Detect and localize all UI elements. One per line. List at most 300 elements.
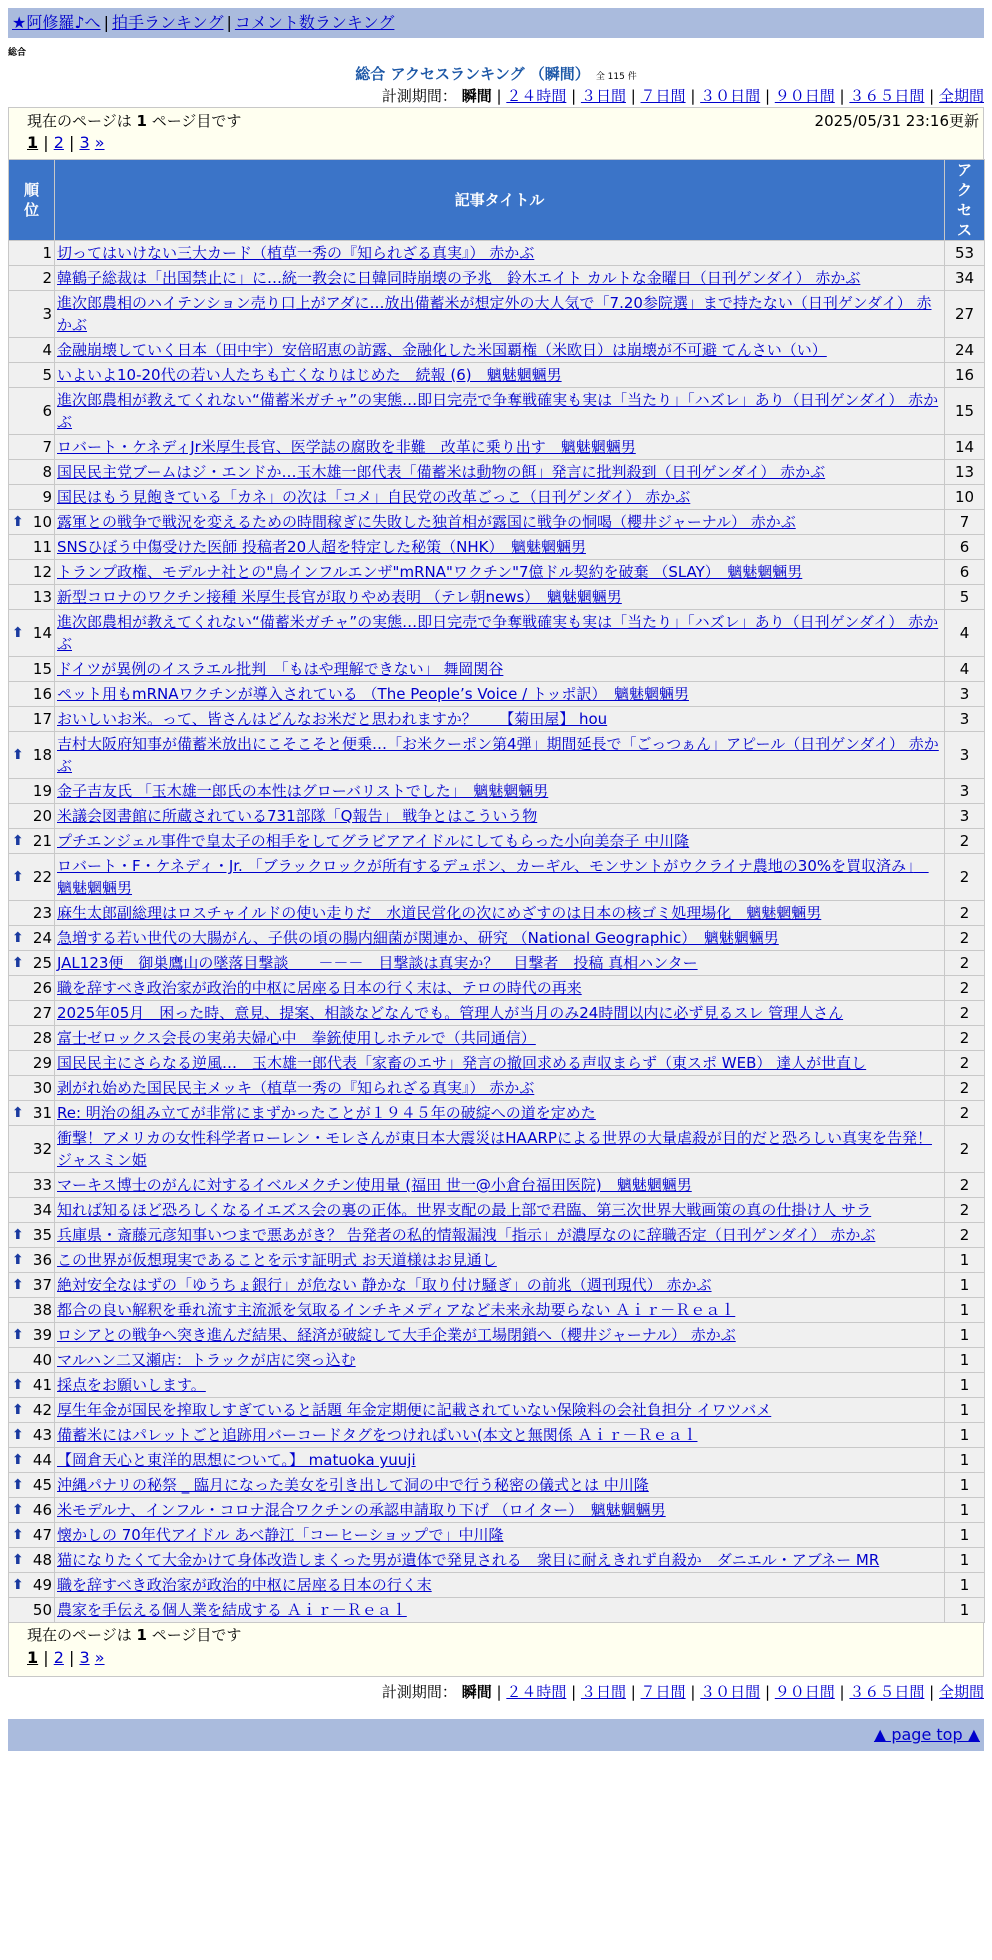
article-link[interactable]: 米議会図書館に所蔵されている731部隊「Q報告」 戦争とはこういう物 — [57, 807, 538, 825]
table-row — [9, 510, 985, 535]
access-count: 1 — [945, 1548, 985, 1573]
ranking-body — [9, 241, 985, 1623]
title-cell — [55, 1423, 945, 1448]
total-count: 全 115 件 — [595, 72, 637, 82]
up-arrow-icon: ⬆ — [12, 1427, 24, 1443]
access-count: 15 — [945, 388, 985, 435]
table-row — [9, 1398, 985, 1423]
up-arrow-icon: ⬆ — [12, 1452, 24, 1468]
article-link[interactable]: 金子吉友氏 「玉木雄一郎氏の本性はグローバリストでした」 魑魅魍魎男 — [57, 782, 549, 800]
title-cell — [55, 510, 945, 535]
access-count: 3 — [945, 732, 985, 779]
rank-number: 3 — [42, 305, 52, 323]
up-arrow-icon: ⬆ — [12, 1327, 24, 1343]
page-current: 1 — [27, 1648, 39, 1667]
up-arrow-icon: ⬆ — [12, 514, 24, 530]
title-cell — [55, 291, 945, 338]
table-row — [9, 1001, 985, 1026]
table-row — [9, 266, 985, 291]
current-page-text — [27, 1623, 973, 1647]
current-page-suffix: ページ目です — [151, 112, 242, 130]
period-link-3[interactable]: ３０日間 — [700, 1683, 761, 1701]
table-row — [9, 1498, 985, 1523]
access-count: 2 — [945, 926, 985, 951]
rank-cell — [9, 610, 55, 657]
article-link[interactable]: 猫になりたくて大金かけて身体改造しまくった男が遺体で発見される 衆目に耐えきれず自殺か ダニエル・アブネー MR — [57, 1551, 880, 1569]
up-arrow-icon: ⬆ — [12, 1105, 24, 1121]
rank-number: 33 — [32, 1176, 52, 1194]
rank-cell — [9, 1348, 55, 1373]
access-count: 1 — [945, 1398, 985, 1423]
rank-number: 24 — [32, 929, 52, 947]
table-row — [9, 1126, 985, 1173]
table-row — [9, 291, 985, 338]
table-header-row — [9, 160, 985, 241]
table-row — [9, 485, 985, 510]
title-cell — [55, 829, 945, 854]
access-count: 53 — [945, 241, 985, 266]
table-row — [9, 1348, 985, 1373]
rank-number: 7 — [42, 438, 52, 456]
access-count: 2 — [945, 829, 985, 854]
title-cell — [55, 732, 945, 779]
rank-cell — [9, 951, 55, 976]
table-row — [9, 829, 985, 854]
title-cell — [55, 854, 945, 901]
up-arrow-icon: ⬆ — [12, 1252, 24, 1268]
rank-number: 50 — [32, 1601, 52, 1619]
rank-number: 39 — [32, 1326, 52, 1344]
rank-cell — [9, 338, 55, 363]
period-link-2[interactable]: ７日間 — [640, 87, 686, 105]
page-top-link[interactable]: ▲ page top ▲ — [873, 1725, 980, 1744]
table-row — [9, 1298, 985, 1323]
period-current: 瞬間 — [461, 87, 492, 105]
period-link-1[interactable]: ３日間 — [580, 1683, 626, 1701]
title-cell — [55, 1398, 945, 1423]
period-current: 瞬間 — [461, 1683, 492, 1701]
access-count: 2 — [945, 1126, 985, 1173]
title-cell — [55, 560, 945, 585]
rank-number: 32 — [32, 1140, 52, 1158]
rank-number: 41 — [32, 1376, 52, 1394]
rank-cell — [9, 1248, 55, 1273]
table-row — [9, 901, 985, 926]
table-row — [9, 1523, 985, 1548]
title-cell — [55, 901, 945, 926]
rank-number: 17 — [32, 710, 52, 728]
title-cell — [55, 926, 945, 951]
access-count: 3 — [945, 682, 985, 707]
period-link-6[interactable]: 全期間 — [938, 87, 984, 105]
period-link-1[interactable]: ３日間 — [580, 87, 626, 105]
period-link-5[interactable]: ３６５日間 — [849, 1683, 925, 1701]
up-arrow-icon: ⬆ — [12, 625, 24, 641]
rank-cell — [9, 1198, 55, 1223]
article-link[interactable]: 都合の良い解釈を垂れ流す主流派を気取るインチキメディアなど未来永劫要らない Ａｉｒ－Ｒｅａｌ — [57, 1301, 736, 1319]
article-link[interactable]: 国民はもう見飽きている「カネ」の次は「コメ」自民党の改革ごっこ（日刊ゲンダイ） 赤かぶ — [57, 488, 691, 506]
period-link-2[interactable]: ７日間 — [640, 1683, 686, 1701]
rank-number: 48 — [32, 1551, 52, 1569]
access-count: 1 — [945, 1373, 985, 1398]
article-link[interactable]: この世界が仮想現実であることを示す証明式 お天道様はお見通し — [57, 1251, 497, 1269]
article-link[interactable]: ロバート・F・ケネディ・Jr. 「ブラックロックが所有するデュポン、カーギル、モンサントがウクライナ農地の30%を買収済み」 魑魅魍魎男 — [57, 857, 929, 897]
access-count: 2 — [945, 901, 985, 926]
rank-cell — [9, 510, 55, 535]
access-count: 1 — [945, 1273, 985, 1298]
article-link[interactable]: マーキス博士のがんに対するイベルメクチン使用量 (福田 世一@小倉台福田医院) 魑魅魍魎男 — [57, 1176, 692, 1194]
table-row — [9, 707, 985, 732]
title-cell — [55, 241, 945, 266]
rank-cell — [9, 1101, 55, 1126]
rank-number: 4 — [42, 341, 52, 359]
article-link[interactable]: 進次郎農相が教えてくれない“備蓄米ガチャ”の実態…即日完売で争奪戦確実も実は「当たり」「ハズレ」あり（日刊ゲンダイ） 赤かぶ — [57, 613, 939, 653]
article-link[interactable]: 切ってはいけない三大カード（植草一秀の『知られざる真実』） 赤かぶ — [57, 244, 535, 262]
access-count: 13 — [945, 460, 985, 485]
access-count: 2 — [945, 854, 985, 901]
rank-cell — [9, 388, 55, 435]
rank-cell — [9, 460, 55, 485]
rank-number: 1 — [42, 244, 52, 262]
title-cell — [55, 976, 945, 1001]
title-cell — [55, 1573, 945, 1598]
up-arrow-icon: ⬆ — [12, 1577, 24, 1593]
article-link[interactable]: 懐かしの 70年代アイドル あべ静江「コーヒーショップで」中川隆 — [57, 1526, 504, 1544]
article-link[interactable]: 露軍との戦争で戦況を変えるための時間稼ぎに失敗した独首相が露国に戦争の恫喝（櫻井ジャーナル） 赤かぶ — [57, 513, 796, 531]
table-row — [9, 779, 985, 804]
title-cell — [55, 1248, 945, 1273]
table-row — [9, 435, 985, 460]
article-link[interactable]: 富士ゼロックス会長の実弟夫婦心中 拳銃使用しホテルで（共同通信） — [57, 1029, 536, 1047]
rank-number: 19 — [32, 782, 52, 800]
article-link[interactable]: 2025年05月 困った時、意見、提案、相談などなんでも。管理人が当月のみ24時間以内に必ず見るスレ 管理人さん — [57, 1004, 844, 1022]
title-cell — [55, 460, 945, 485]
period-link-0[interactable]: ２４時間 — [506, 87, 567, 105]
access-count: 3 — [945, 707, 985, 732]
period-link-4[interactable]: ９０日間 — [774, 87, 835, 105]
table-row — [9, 1548, 985, 1573]
rank-number: 12 — [32, 563, 52, 581]
article-link[interactable]: 吉村大阪府知事が備蓄米放出にこそこそと便乗…「お米クーポン第4弾」期間延長で「ごっつぁん」アピール（日刊ゲンダイ） 赤かぶ — [57, 735, 939, 775]
title-cell — [55, 1126, 945, 1173]
access-count: 1 — [945, 1598, 985, 1623]
title-cell — [55, 804, 945, 829]
page-link-3[interactable]: 3 — [79, 1648, 90, 1667]
period-separator: | — [760, 87, 775, 105]
article-link[interactable]: 沖縄パナリの秘祭 _ 臨月になった美女を引き出して洞の中で行う秘密の儀式とは 中川隆 — [57, 1476, 649, 1494]
table-row — [9, 1473, 985, 1498]
title-cell — [55, 1323, 945, 1348]
article-link[interactable]: 新型コロナのワクチン接種 米厚生長官が取りやめ表明 （テレ朝news） 魑魅魍魎男 — [57, 588, 622, 606]
rank-number: 47 — [32, 1526, 52, 1544]
rank-number: 15 — [32, 660, 52, 678]
access-count: 14 — [945, 435, 985, 460]
table-row — [9, 363, 985, 388]
rank-cell — [9, 1448, 55, 1473]
rank-cell — [9, 657, 55, 682]
header-title: 記事タイトル — [55, 160, 945, 241]
current-page-number: 1 — [136, 112, 147, 130]
table-row — [9, 1101, 985, 1126]
article-link[interactable]: Re: 明治の組み立てが非常にまずかったことが１９４５年の破綻への道を定めた — [57, 1104, 596, 1122]
article-link[interactable]: 進次郎農相のハイテンション売り口上がアダに…放出備蓄米が想定外の大人気で「7.20参院選」まで持たない（日刊ゲンダイ） 赤かぶ — [57, 294, 932, 334]
up-arrow-icon: ⬆ — [12, 1402, 24, 1418]
nav-link-applause-ranking[interactable]: 拍手ランキング — [111, 13, 224, 32]
title-cell — [55, 1273, 945, 1298]
access-count: 2 — [945, 951, 985, 976]
ranking-heading — [8, 63, 984, 85]
title-cell — [55, 266, 945, 291]
access-count: 2 — [945, 1076, 985, 1101]
article-link[interactable]: 農家を手伝える個人業を結成する Ａｉｒ－Ｒｅａｌ — [57, 1601, 407, 1619]
rank-number: 36 — [32, 1251, 52, 1269]
page-link-2[interactable]: 2 — [53, 133, 64, 152]
article-link[interactable]: 厚生年金が国民を搾取しすぎていると話題 年金定期便に記載されていない保険料の会社負担分 イワツバメ — [57, 1401, 772, 1419]
category-label: 総合 — [8, 48, 27, 58]
rank-cell — [9, 829, 55, 854]
article-link[interactable]: ロシアとの戦争へ突き進んだ結果、経済が破綻して大手企業が工場閉鎖へ（櫻井ジャーナル） 赤かぶ — [57, 1326, 736, 1344]
article-link[interactable]: ロバート・ケネディJr米厚生長官、医学誌の腐敗を非難 改革に乗り出す 魑魅魍魎男 — [57, 438, 636, 456]
rank-cell — [9, 1001, 55, 1026]
article-link[interactable]: 兵庫県・斎藤元彦知事いつまで悪あがき？ 告発者の私的情報漏洩「指示」が濃厚なのに辞職否定（日刊ゲンダイ） 赤かぶ — [57, 1226, 876, 1244]
rank-cell — [9, 1573, 55, 1598]
period-separator: | — [924, 87, 939, 105]
rank-cell — [9, 682, 55, 707]
table-row — [9, 1323, 985, 1348]
rank-number: 8 — [42, 463, 52, 481]
article-link[interactable]: 絶対安全なはずの「ゆうちょ銀行」が危ない 静かな「取り付け騒ぎ」の前兆（週刊現代） 赤かぶ — [57, 1276, 712, 1294]
rank-number: 11 — [32, 538, 52, 556]
up-arrow-icon: ⬆ — [12, 747, 24, 763]
table-row — [9, 1026, 985, 1051]
rank-cell — [9, 1051, 55, 1076]
table-row — [9, 926, 985, 951]
page-title: 総合 アクセスランキング （瞬間） — [355, 65, 590, 83]
table-row — [9, 1373, 985, 1398]
access-count: 6 — [945, 560, 985, 585]
access-count: 2 — [945, 976, 985, 1001]
period-separator: | — [924, 1683, 939, 1701]
period-label: 計測期間： — [381, 87, 457, 105]
rank-number: 35 — [32, 1226, 52, 1244]
article-link[interactable]: 米モデルナ、インフル・コロナ混合ワクチンの承認申請取り下げ （ロイター） 魑魅魍魎男 — [57, 1501, 666, 1519]
access-count: 1 — [945, 1573, 985, 1598]
period-label: 計測期間： — [381, 1683, 457, 1701]
updated-timestamp: 2025/05/31 23:16更新 — [814, 112, 979, 130]
article-link[interactable]: おいしいお米。って、皆さんはどんなお米だと思われますか？ 【菊田屋】 hou — [57, 710, 608, 728]
table-row — [9, 1076, 985, 1101]
article-link[interactable]: トランプ政権、モデルナ社との"鳥インフルエンザ"mRNA"ワクチン"7億ドル契約を破棄 （SLAY） 魑魅魍魎男 — [57, 563, 803, 581]
rank-number: 21 — [32, 832, 52, 850]
rank-cell — [9, 854, 55, 901]
access-count: 10 — [945, 485, 985, 510]
table-row — [9, 460, 985, 485]
up-arrow-icon: ⬆ — [12, 869, 24, 885]
rank-number: 26 — [32, 979, 52, 997]
rank-number: 34 — [32, 1201, 52, 1219]
page-link-2[interactable]: 2 — [53, 1648, 64, 1667]
rank-number: 46 — [32, 1501, 52, 1519]
rank-cell — [9, 707, 55, 732]
access-count: 2 — [945, 1173, 985, 1198]
rank-number: 43 — [32, 1426, 52, 1444]
article-link[interactable]: 急増する若い世代の大腸がん、子供の頃の腸内細菌が関連か、研究 （National Geographic） 魑魅魍魎男 — [57, 929, 779, 947]
rank-cell — [9, 1423, 55, 1448]
up-arrow-icon: ⬆ — [12, 930, 24, 946]
rank-number: 14 — [32, 624, 52, 642]
current-page-suffix: ページ目です — [151, 1626, 242, 1644]
rank-number: 22 — [32, 868, 52, 886]
article-link[interactable]: 韓鶴子総裁は「出国禁止に」に…統一教会に日韓同時崩壊の予兆 鈴木エイト カルトな金曜日（日刊ゲンダイ） 赤かぶ — [57, 269, 861, 287]
up-arrow-icon: ⬆ — [12, 833, 24, 849]
table-row — [9, 1423, 985, 1448]
rank-cell — [9, 779, 55, 804]
table-row — [9, 610, 985, 657]
period-separator: | — [685, 87, 701, 105]
up-arrow-icon: ⬆ — [12, 1377, 24, 1393]
rank-number: 31 — [32, 1104, 52, 1122]
rank-cell — [9, 560, 55, 585]
article-link[interactable]: SNSひぼう中傷受けた医師 投稿者20人超を特定した秘策（NHK） 魑魅魍魎男 — [57, 538, 586, 556]
period-separator: | — [496, 87, 507, 105]
title-cell — [55, 1523, 945, 1548]
rank-cell — [9, 804, 55, 829]
rank-cell — [9, 291, 55, 338]
access-count: 2 — [945, 1001, 985, 1026]
current-page-number: 1 — [136, 1626, 147, 1644]
table-row — [9, 1573, 985, 1598]
access-count: 34 — [945, 266, 985, 291]
access-count: 3 — [945, 804, 985, 829]
rank-cell — [9, 732, 55, 779]
rank-number: 13 — [32, 588, 52, 606]
period-separator: | — [760, 1683, 775, 1701]
rank-cell — [9, 1273, 55, 1298]
up-arrow-icon: ⬆ — [12, 1552, 24, 1568]
article-link[interactable]: 進次郎農相が教えてくれない“備蓄米ガチャ”の実態…即日完売で争奪戦確実も実は「当たり」「ハズレ」あり（日刊ゲンダイ） 赤かぶ — [57, 391, 939, 431]
article-link[interactable]: 職を辞すべき政治家が政治的中枢に居座る日本の行く末 — [57, 1576, 432, 1594]
title-cell — [55, 1076, 945, 1101]
rank-number: 30 — [32, 1079, 52, 1097]
article-link[interactable]: 衝撃！アメリカの女性科学者ローレン・モレさんが東日本大震災はHAARPによる世界の大量虐殺が目的だと恐ろしい真実を告発！ ジャスミン姫 — [57, 1129, 932, 1169]
access-count: 24 — [945, 338, 985, 363]
nav-link-home[interactable]: ★阿修羅♪へ — [12, 13, 101, 32]
period-link-6[interactable]: 全期間 — [938, 1683, 984, 1701]
table-row — [9, 951, 985, 976]
title-cell — [55, 1373, 945, 1398]
table-row — [9, 804, 985, 829]
article-link[interactable]: ペット用もmRNAワクチンが導入されている （The People’s Voice / トッポ訳） 魑魅魍魎男 — [57, 685, 689, 703]
title-cell — [55, 1548, 945, 1573]
rank-cell — [9, 435, 55, 460]
table-row — [9, 657, 985, 682]
rank-number: 16 — [32, 685, 52, 703]
table-row — [9, 1223, 985, 1248]
title-cell — [55, 1001, 945, 1026]
rank-cell — [9, 976, 55, 1001]
period-separator: | — [496, 1683, 507, 1701]
header-rank: 順位 — [9, 160, 55, 241]
article-link[interactable]: マルハン二又瀬店：トラックが店に突っ込む — [57, 1351, 356, 1369]
article-link[interactable]: 国民民主にさらなる逆風… 玉木雄一郎代表「家畜のエサ」発言の撤回求める声収まらず（東スポ WEB） 達人が世直し — [57, 1054, 867, 1072]
article-link[interactable]: 麻生太郎副総理はロスチャイルドの使い走りだ 水道民営化の次にめざすのは日本の核ゴミ処理場化 魑魅魍魎男 — [57, 904, 822, 922]
article-link[interactable]: プチエンジェル事件で皇太子の相手をしてグラビアアイドルにしてもらった小向美奈子 中川隆 — [57, 832, 690, 850]
period-link-5[interactable]: ３６５日間 — [849, 87, 925, 105]
article-link[interactable]: 採点をお願いします。 — [57, 1376, 206, 1394]
nav-link-comment-ranking[interactable]: コメント数ランキング — [234, 13, 395, 32]
table-row — [9, 388, 985, 435]
article-link[interactable]: ドイツが異例のイスラエル批判 「もはや理解できない」 舞岡関谷 — [57, 660, 504, 678]
rank-number: 28 — [32, 1029, 52, 1047]
access-count: 1 — [945, 1323, 985, 1348]
article-link[interactable]: 金融崩壊していく日本（田中宇）安倍昭恵の訪露、金融化した米国覇権（米欧日）は崩壊が不可避 てんさい（い） — [57, 341, 827, 359]
pager-top — [8, 107, 984, 159]
period-link-3[interactable]: ３０日間 — [700, 87, 761, 105]
table-row — [9, 682, 985, 707]
access-count: 2 — [945, 1198, 985, 1223]
article-link[interactable]: JAL123便 御巣鷹山の墜落目撃談 －－－ 目撃談は真実か？ 目撃者 投稿 真相ハンター — [57, 954, 698, 972]
nav-separator: | — [103, 13, 109, 32]
pager-bottom — [8, 1623, 984, 1677]
title-cell — [55, 1198, 945, 1223]
bottom-bar — [8, 1719, 984, 1751]
access-count: 5 — [945, 585, 985, 610]
article-link[interactable]: 備蓄米にはパレットごと追跡用バーコードタグをつければいい(本文と無関係 Ａｉｒ－Ｒｅａｌ — [57, 1426, 698, 1444]
rank-number: 42 — [32, 1401, 52, 1419]
rank-number: 38 — [32, 1301, 52, 1319]
access-count: 2 — [945, 1026, 985, 1051]
page-next-link[interactable]: » — [94, 133, 105, 152]
title-cell — [55, 585, 945, 610]
rank-cell — [9, 1323, 55, 1348]
access-count: 1 — [945, 1298, 985, 1323]
rank-cell — [9, 1548, 55, 1573]
table-row — [9, 1598, 985, 1623]
rank-number: 2 — [42, 269, 52, 287]
table-row — [9, 585, 985, 610]
title-cell — [55, 1498, 945, 1523]
article-link[interactable]: 国民民主党ブームはジ・エンドか…玉木雄一郎代表「備蓄米は動物の餌」発言に批判殺到（日刊ゲンダイ） 赤かぶ — [57, 463, 826, 481]
article-link[interactable]: いよいよ10-20代の若い人たちも亡くなりはじめた 続報 (6) 魑魅魍魎男 — [57, 366, 562, 384]
page-next-link[interactable]: » — [94, 1648, 105, 1667]
rank-number: 49 — [32, 1576, 52, 1594]
page-link-3[interactable]: 3 — [79, 133, 90, 152]
rank-number: 40 — [32, 1351, 52, 1369]
access-count: 27 — [945, 291, 985, 338]
period-separator: | — [625, 1683, 641, 1701]
access-count: 4 — [945, 610, 985, 657]
access-count: 2 — [945, 1223, 985, 1248]
title-cell — [55, 1101, 945, 1126]
period-link-0[interactable]: ２４時間 — [506, 1683, 567, 1701]
period-selector — [8, 85, 984, 107]
rank-cell — [9, 1373, 55, 1398]
article-link[interactable]: 知れば知るほど恐ろしくなるイエズス会の裏の正体。世界支配の最上部で君臨、第三次世界大戦画策の真の仕掛け人 サラ — [57, 1201, 872, 1219]
page-links: 1 | 2 | 3 » — [27, 1648, 105, 1667]
rank-number: 45 — [32, 1476, 52, 1494]
period-separator: | — [685, 1683, 701, 1701]
period-link-4[interactable]: ９０日間 — [774, 1683, 835, 1701]
title-cell — [55, 1348, 945, 1373]
ranking-table — [8, 159, 985, 1623]
table-row — [9, 976, 985, 1001]
page-wrapper — [8, 8, 984, 1751]
article-link[interactable]: 剥がれ始めた国民民主メッキ（植草一秀の『知られざる真実』） 赤かぶ — [57, 1079, 535, 1097]
access-count: 1 — [945, 1248, 985, 1273]
rank-cell — [9, 535, 55, 560]
article-link[interactable]: 職を辞すべき政治家が政治的中枢に居座る日本の行く末は、テロの時代の再来 — [57, 979, 582, 997]
article-link[interactable]: 【岡倉天心と東洋的思想について。】 matuoka yuuji — [57, 1451, 416, 1469]
